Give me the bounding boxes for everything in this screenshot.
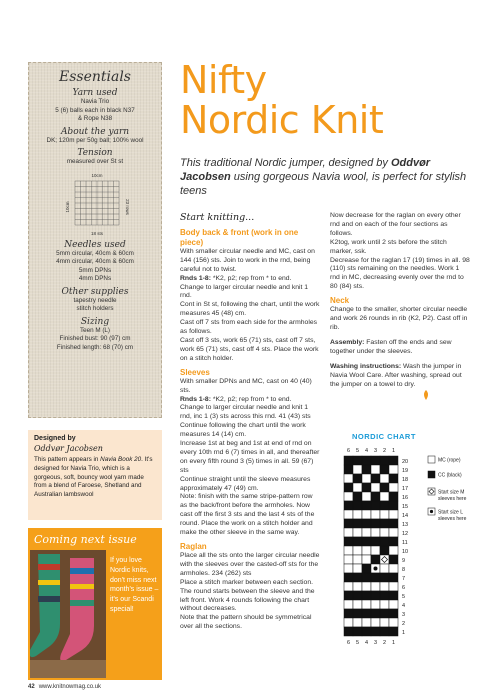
chart-cell [371, 573, 380, 582]
chart-cell [353, 465, 362, 474]
chart-cell [380, 483, 389, 492]
chart-cell [362, 564, 371, 573]
chart-cell [344, 564, 353, 573]
paragraph: Decrease for the raglan 17 (19) times in all. 98 (110) sts remaining on the needles. Work 1 rnd in MC, decreasing evenly over the rnd to 80 (84) sts. [330, 256, 470, 291]
chart-cell [371, 555, 380, 564]
sizing-line: Teen M (L) [79, 326, 111, 334]
paragraph: Cast off 7 sts from each side for the armholes as follows. [180, 319, 318, 336]
chart-cell [362, 582, 371, 591]
paragraph: Note: finish with the same stripe-pattern row as the back/front before the armholes. Now cast off the first 3 sts and the last 4 sts of the round. Place the work on a stitch holder and make the other sleeve in the same way. [180, 493, 315, 537]
chart-cell [389, 591, 398, 600]
chart-cell [389, 546, 398, 555]
chart-cell [344, 537, 353, 546]
chart-cell [362, 591, 371, 600]
chart-cell [389, 627, 398, 636]
chart-column-number: 4 [364, 640, 369, 646]
chart-cell [362, 600, 371, 609]
tension-heading: Tension [77, 148, 113, 158]
chart-cell [380, 600, 389, 609]
chart-cell [353, 555, 362, 564]
chart-cell [344, 474, 353, 483]
chart-cell [362, 456, 371, 465]
chart-cell [353, 528, 362, 537]
yarn-line: Navia Trio [80, 98, 110, 105]
chart-cell [371, 591, 380, 600]
chart-row-number: 1 [402, 630, 406, 636]
chart-cell [362, 546, 371, 555]
paragraph: Rnds 1-8: *K2, p2; rep from * to end. [180, 395, 292, 403]
chart-cell [344, 582, 353, 591]
paragraph: Change to larger circular needle and knit 1 rnd. [180, 283, 309, 300]
chart-column-number: 3 [373, 448, 378, 454]
chart-cell [371, 501, 380, 510]
chart-cell [380, 474, 389, 483]
chart-cell [362, 555, 371, 564]
coming-heading: Coming next issue [34, 533, 137, 546]
legend-label: MC (rope) [438, 457, 461, 464]
chart-row-number: 3 [402, 612, 406, 618]
chart-cell [380, 465, 389, 474]
chart-row-number: 19 [402, 468, 409, 474]
chart-cell [362, 474, 371, 483]
chart-cell [389, 618, 398, 627]
chart-cell [362, 483, 371, 492]
chart-cell [380, 492, 389, 501]
tension-top-label: 10cm [91, 172, 103, 178]
chart-cell [389, 609, 398, 618]
chart-column-number: 6 [346, 640, 351, 646]
chart-cell [353, 564, 362, 573]
chart-cell [362, 510, 371, 519]
chart-cell [371, 474, 380, 483]
chart-cell [353, 591, 362, 600]
chart-cell [362, 537, 371, 546]
other-supplies-heading: Other supplies [61, 286, 129, 297]
chart-cell [344, 465, 353, 474]
paragraph: Increase 1st at beg and 1st at end of rnd on every 10th rnd 6 (7) times in all, and thereafter on every fifth round 3 (5) times in all. 59 (67) sts [180, 440, 320, 474]
chart-row-number: 12 [402, 531, 409, 537]
sizing-heading: Sizing [80, 316, 110, 327]
chart-cell [389, 456, 398, 465]
chart-row-number: 14 [402, 513, 409, 519]
chart-row-number: 20 [402, 459, 409, 465]
chart-cell [362, 618, 371, 627]
chart-column-number: 4 [364, 448, 369, 454]
chart-cell [344, 519, 353, 528]
legend-label: Start size L [438, 509, 464, 516]
chart-cell [362, 609, 371, 618]
chart-cell [380, 591, 389, 600]
chart-cell [389, 582, 398, 591]
chart-cell [344, 573, 353, 582]
chart-cell [371, 600, 380, 609]
chart-column-number: 2 [382, 640, 387, 646]
chart-row-number: 5 [402, 594, 406, 600]
chart-cell [344, 609, 353, 618]
sizing-line: Finished bust: 90 (97) cm [59, 335, 131, 342]
chart-cell [353, 456, 362, 465]
chart-cell [389, 519, 398, 528]
chart-cell [362, 627, 371, 636]
start-knitting-heading: Start knitting... [180, 212, 255, 223]
chart-cell [380, 627, 389, 636]
chart-cell [353, 627, 362, 636]
chart-row-number: 11 [402, 540, 408, 546]
article-title: Nifty Nordic Knit [180, 58, 384, 142]
paragraph: Cont in St st, following the chart, until the work measures 45 (48) cm. [180, 301, 320, 318]
chart-cell [371, 456, 380, 465]
chart-cell [371, 537, 380, 546]
needles-heading: Needles used [64, 239, 126, 250]
chart-cell [389, 528, 398, 537]
legend-label: sleeves here [438, 516, 467, 522]
paragraph: Assembly: Fasten off the ends and sew together under the sleeves. [330, 338, 452, 355]
chart-cell [380, 501, 389, 510]
chart-row-number: 7 [402, 576, 406, 582]
chart-cell [380, 546, 389, 555]
chart-cell [389, 510, 398, 519]
paragraph: Now decrease for the raglan on every other rnd and on each of the four sections as follows. [330, 212, 461, 237]
chart-cell [389, 573, 398, 582]
paragraph: K2tog, work until 2 sts before the stitch marker, ssk. [330, 238, 447, 255]
designer-signature: Oddvør Jacobsen [34, 444, 103, 453]
about-yarn-text: DK; 120m per 50g ball; 100% wool [46, 136, 144, 144]
supplies-line: tapestry needle [73, 296, 117, 304]
tension-rows-label: 23 rows [125, 198, 130, 215]
chart-cell [362, 528, 371, 537]
yarn-line: & Rope N38 [77, 115, 113, 122]
tension-sts-label: 18 sts [90, 230, 104, 236]
chart-cell [344, 627, 353, 636]
chart-row-number: 16 [402, 495, 409, 501]
chart-cell [380, 519, 389, 528]
chart-cell [344, 600, 353, 609]
pattern-column-1 [180, 214, 320, 632]
chart-cell [353, 609, 362, 618]
tension-swatch-diagram [29, 169, 161, 237]
chart-cell [353, 474, 362, 483]
page-footer: 42 www.knitnowmag.co.uk [28, 684, 102, 690]
chart-row-number: 13 [402, 522, 409, 528]
chart-cell [353, 546, 362, 555]
chart-cell [353, 501, 362, 510]
chart-row-number: 18 [402, 477, 409, 483]
paragraph: With smaller DPNs and MC, cast on 40 (40) sts. [180, 377, 312, 394]
about-yarn-heading: About the yarn [60, 126, 130, 137]
chart-column-number: 5 [355, 448, 360, 454]
chart-cell [380, 537, 389, 546]
chart-cell [389, 474, 398, 483]
chart-cell [380, 456, 389, 465]
chart-row-number: 9 [402, 558, 406, 564]
legend-swatch [428, 471, 435, 478]
chart-cell [371, 618, 380, 627]
chart-cell [380, 618, 389, 627]
chart-cell [353, 618, 362, 627]
chart-cell [353, 510, 362, 519]
chart-cell [344, 546, 353, 555]
coming-next-issue-box [28, 528, 162, 680]
sizing-line: Finished length: 68 (70) cm [56, 343, 134, 351]
chart-cell [353, 492, 362, 501]
chart-row-number: 17 [402, 486, 409, 492]
socks-photo [30, 550, 106, 678]
paragraph: Note that the pattern should be symmetrical over all the sections. [180, 614, 312, 631]
paragraph: Change to larger circular needle and knit 1 rnd, inc 1 (3) sts across this rnd. 41 (43) sts [180, 404, 311, 421]
chart-cell [371, 465, 380, 474]
paragraph: Continue following the chart until the work measures 14 (14) cm. [180, 422, 306, 439]
tension-side-label: 10cm [65, 200, 70, 213]
chart-cell [371, 627, 380, 636]
legend-label: CC (black) [438, 472, 462, 479]
chart-row-number: 15 [402, 504, 409, 510]
section-heading-body: Body back & front (work in one piece) [180, 227, 299, 247]
chart-cell [362, 573, 371, 582]
chart-cell [353, 537, 362, 546]
chart-cell [380, 582, 389, 591]
leaf-icon [422, 390, 430, 400]
chart-cell [344, 501, 353, 510]
chart-cell [389, 555, 398, 564]
chart-column-number: 1 [391, 448, 396, 454]
chart-cell [380, 510, 389, 519]
chart-cell [353, 483, 362, 492]
chart-dot-symbol [374, 567, 378, 571]
supplies-line: stitch holders [76, 305, 114, 312]
essentials-heading: Essentials [58, 69, 131, 85]
paragraph: Change to the smaller, shorter circular needle and work 26 rounds in rib (K2, P2). Cast off in rib. [330, 306, 468, 331]
legend-dot-symbol [430, 510, 433, 513]
chart-cell [371, 609, 380, 618]
section-heading-neck: Neck [330, 296, 350, 306]
chart-row-number: 6 [402, 585, 406, 591]
chart-cell [389, 564, 398, 573]
chart-row-number: 2 [402, 621, 406, 627]
chart-cell [362, 465, 371, 474]
chart-cell [389, 537, 398, 546]
chart-cell [344, 555, 353, 564]
chart-cell [380, 573, 389, 582]
chart-cell [371, 483, 380, 492]
chart-cell [380, 609, 389, 618]
chart-cell [389, 600, 398, 609]
chart-cell [389, 465, 398, 474]
paragraph: Washing instructions: Wash the jumper in Navia Wool Care. After washing, spread out the jumper on a towel to dry. [330, 362, 462, 388]
designed-by-text: This pattern appears in Navia Book 20. It's designed for Navia Trio, which is a gorgeous, soft, bouncy wool yarn made from a blend of Faroese, Shetland and Australian lambswool [34, 456, 153, 499]
chart-cell [353, 600, 362, 609]
essentials-panel [28, 62, 162, 418]
coming-text: If you love Nordic knits, don't miss next month's issue – it's our Scandi special! [110, 557, 159, 613]
tension-text: measured over St st [66, 158, 124, 165]
chart-column-number: 5 [355, 640, 360, 646]
chart-cell [389, 483, 398, 492]
paragraph: Rnds 1-8: *K2, p2; rep from * to end. [180, 274, 292, 282]
chart-column-number: 1 [391, 640, 396, 646]
chart-cell [344, 456, 353, 465]
section-heading-raglan: Raglan [180, 542, 207, 551]
paragraph: With smaller circular needle and MC, cast on 144 (156) sts. Join to work in the rnd, being careful not to twist. [180, 247, 315, 273]
chart-cell [344, 618, 353, 627]
chart-cell [371, 492, 380, 501]
chart-cell [353, 519, 362, 528]
chart-cell [362, 501, 371, 510]
designed-by-box [28, 430, 162, 520]
chart-row-number: 8 [402, 567, 406, 573]
legend-swatch [428, 456, 435, 463]
chart-column-number: 2 [382, 448, 387, 454]
chart-cell [362, 519, 371, 528]
chart-cell [380, 564, 389, 573]
designed-by-heading: Designed by [34, 435, 76, 442]
chart-cell [344, 492, 353, 501]
chart-row-number: 10 [402, 549, 409, 555]
chart-column-number: 6 [346, 448, 351, 454]
paragraph: Continue straight until the sleeve measures approximately 47 (49) cm. [180, 475, 311, 492]
paragraph: Cast off 3 sts, work 65 (71) sts, cast off 7 sts, work 65 (71) sts, cast off 4 sts. Place the work on a stitch holder. [180, 336, 319, 362]
article-intro: This traditional Nordic jumper, designed by Oddvør Jacobsen using gorgeous Navia wool, is perfect for stylish teens [180, 157, 467, 197]
pattern-column-2 [330, 212, 470, 389]
chart-cell [389, 501, 398, 510]
chart-cell [344, 591, 353, 600]
needles-line: 4mm circular, 40cm & 60cm [56, 258, 134, 265]
chart-cell [353, 582, 362, 591]
legend-label: Start size M [438, 489, 465, 496]
legend-label: sleeves here [438, 496, 467, 502]
chart-row-number: 4 [402, 603, 406, 609]
chart-cell [344, 483, 353, 492]
yarn-used-heading: Yarn used [72, 88, 118, 98]
chart-cell [344, 510, 353, 519]
chart-cell [344, 528, 353, 537]
chart-cell [380, 528, 389, 537]
nordic-chart-title: NORDIC CHART [352, 432, 416, 441]
chart-cell [371, 510, 380, 519]
nordic-chart [330, 440, 490, 680]
chart-cell [371, 546, 380, 555]
chart-cell [371, 519, 380, 528]
paragraph: Place a stitch marker between each section. The round starts between the sleeve and the left front. Work 4 rounds following the chart without decreases. [180, 578, 315, 613]
yarn-line: 5 (6) balls each in black N37 [55, 106, 135, 114]
paragraph: Place all the sts onto the larger circular needle with the sleeves over the casted-off sts for the armholes. 234 (262) sts [180, 552, 320, 577]
chart-cell [353, 573, 362, 582]
chart-cell [389, 492, 398, 501]
needles-line: 5mm circular, 40cm & 60cm [56, 249, 134, 257]
needles-line: 5mm DPNs [78, 266, 112, 274]
chart-column-number: 3 [373, 640, 378, 646]
chart-cell [362, 492, 371, 501]
chart-cell [371, 528, 380, 537]
needles-line: 4mm DPNs [78, 275, 112, 282]
chart-cell [371, 582, 380, 591]
section-heading-sleeves: Sleeves [180, 367, 210, 377]
